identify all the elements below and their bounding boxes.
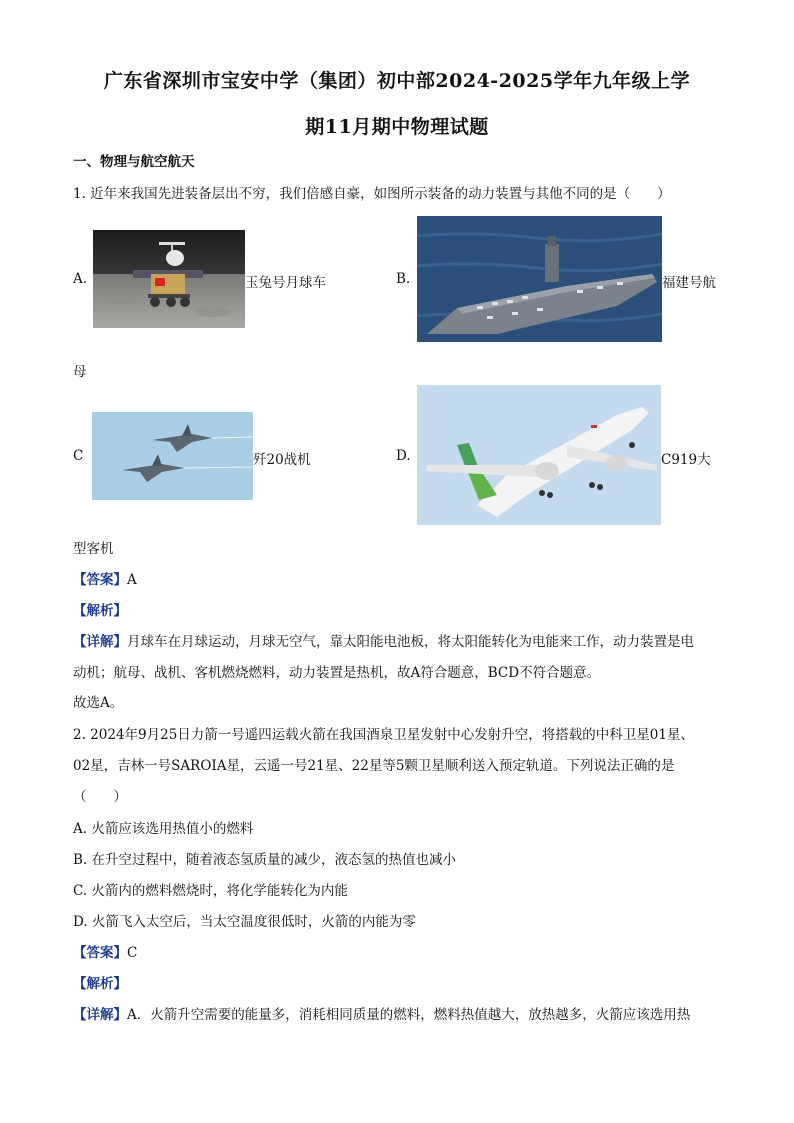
page-title-line2: 期11月期中物理试题 — [305, 116, 489, 138]
q2-detail-line1 — [73, 1003, 690, 1023]
q1-option-c-letter: C — [73, 448, 84, 464]
q1-option-a-caption: 玉兔号月球车 — [245, 275, 326, 291]
q1-stem: 1. 近年来我国先进装备层出不穷，我们倍感自豪，如图所示装备的动力装置与其他不同的是（ ） — [73, 186, 671, 202]
detail-tag: 【详解】 — [73, 1007, 127, 1023]
q2-option-d: D. 火箭飞入太空后，当太空温度很低时，火箭的内能为零 — [73, 914, 416, 930]
q1-option-a-letter: A. — [73, 271, 88, 287]
q2-stem-line1: 2. 2024年9月25日力箭一号遥四运载火箭在我国酒泉卫星发射中心发射升空，将搭载的中科卫星01星、 — [73, 727, 694, 743]
aircraft-carrier-image — [417, 216, 662, 342]
fighter-jet-image — [92, 412, 253, 500]
q2-analysis-tag: 【解析】 — [73, 976, 127, 992]
q1-answer-line — [73, 568, 137, 588]
q2-answer-value: C — [127, 945, 138, 961]
page-title-line1: 广东省深圳市宝安中学（集团）初中部2024-2025学年九年级上学 — [103, 70, 691, 92]
q2-option-b: B. 在升空过程中，随着液态氢质量的减少，液态氢的热值也减小 — [73, 852, 457, 868]
q1-option-b-caption-continued: 母 — [73, 364, 87, 380]
q1-answer-value: A — [127, 572, 137, 588]
q2-stem-line2: 02星，吉林一号SAROIA星，云遥一号21星、22星等5颗卫星顺利送入预定轨道。下列说法正确的是 — [73, 758, 675, 774]
q1-option-b-caption: 福建号航 — [662, 275, 716, 291]
section-heading: 一、物理与航空航天 — [73, 154, 195, 170]
q1-analysis-tag: 【解析】 — [73, 603, 127, 619]
answer-tag: 【答案】 — [73, 945, 127, 961]
c919-airliner-image — [417, 385, 661, 525]
q2-answer-line — [73, 941, 137, 961]
q2-option-c: C. 火箭内的燃料燃烧时，将化学能转化为内能 — [73, 883, 348, 899]
q1-option-d-caption-continued: 型客机 — [73, 541, 114, 557]
q1-option-c-caption: 歼20战机 — [253, 452, 311, 468]
q1-option-d-caption: C919大 — [661, 452, 711, 468]
q1-detail-line1 — [73, 630, 694, 650]
q1-detail-line2: 动机；航母、战机、客机燃烧燃料，动力装置是热机，故A符合题意，BCD不符合题意。 — [73, 665, 601, 681]
q1-option-d-letter: D. — [396, 448, 411, 464]
q2-option-a: A. 火箭应该选用热值小的燃料 — [73, 821, 254, 837]
detail-tag: 【详解】 — [73, 634, 127, 650]
answer-tag: 【答案】 — [73, 572, 127, 588]
q2-detail-text1: A．火箭升空需要的能量多，消耗相同质量的燃料，燃料热值越大，放热越多，火箭应该选用热 — [127, 1007, 691, 1023]
q1-detail-text1: 月球车在月球运动，月球无空气，靠太阳能电池板，将太阳能转化为电能来工作，动力装置是电 — [127, 634, 694, 650]
q1-option-b-letter: B. — [396, 271, 411, 287]
q1-conclusion: 故选A。 — [73, 695, 124, 711]
lunar-rover-image — [93, 230, 245, 328]
q2-stem-line3: （ ） — [73, 789, 127, 805]
